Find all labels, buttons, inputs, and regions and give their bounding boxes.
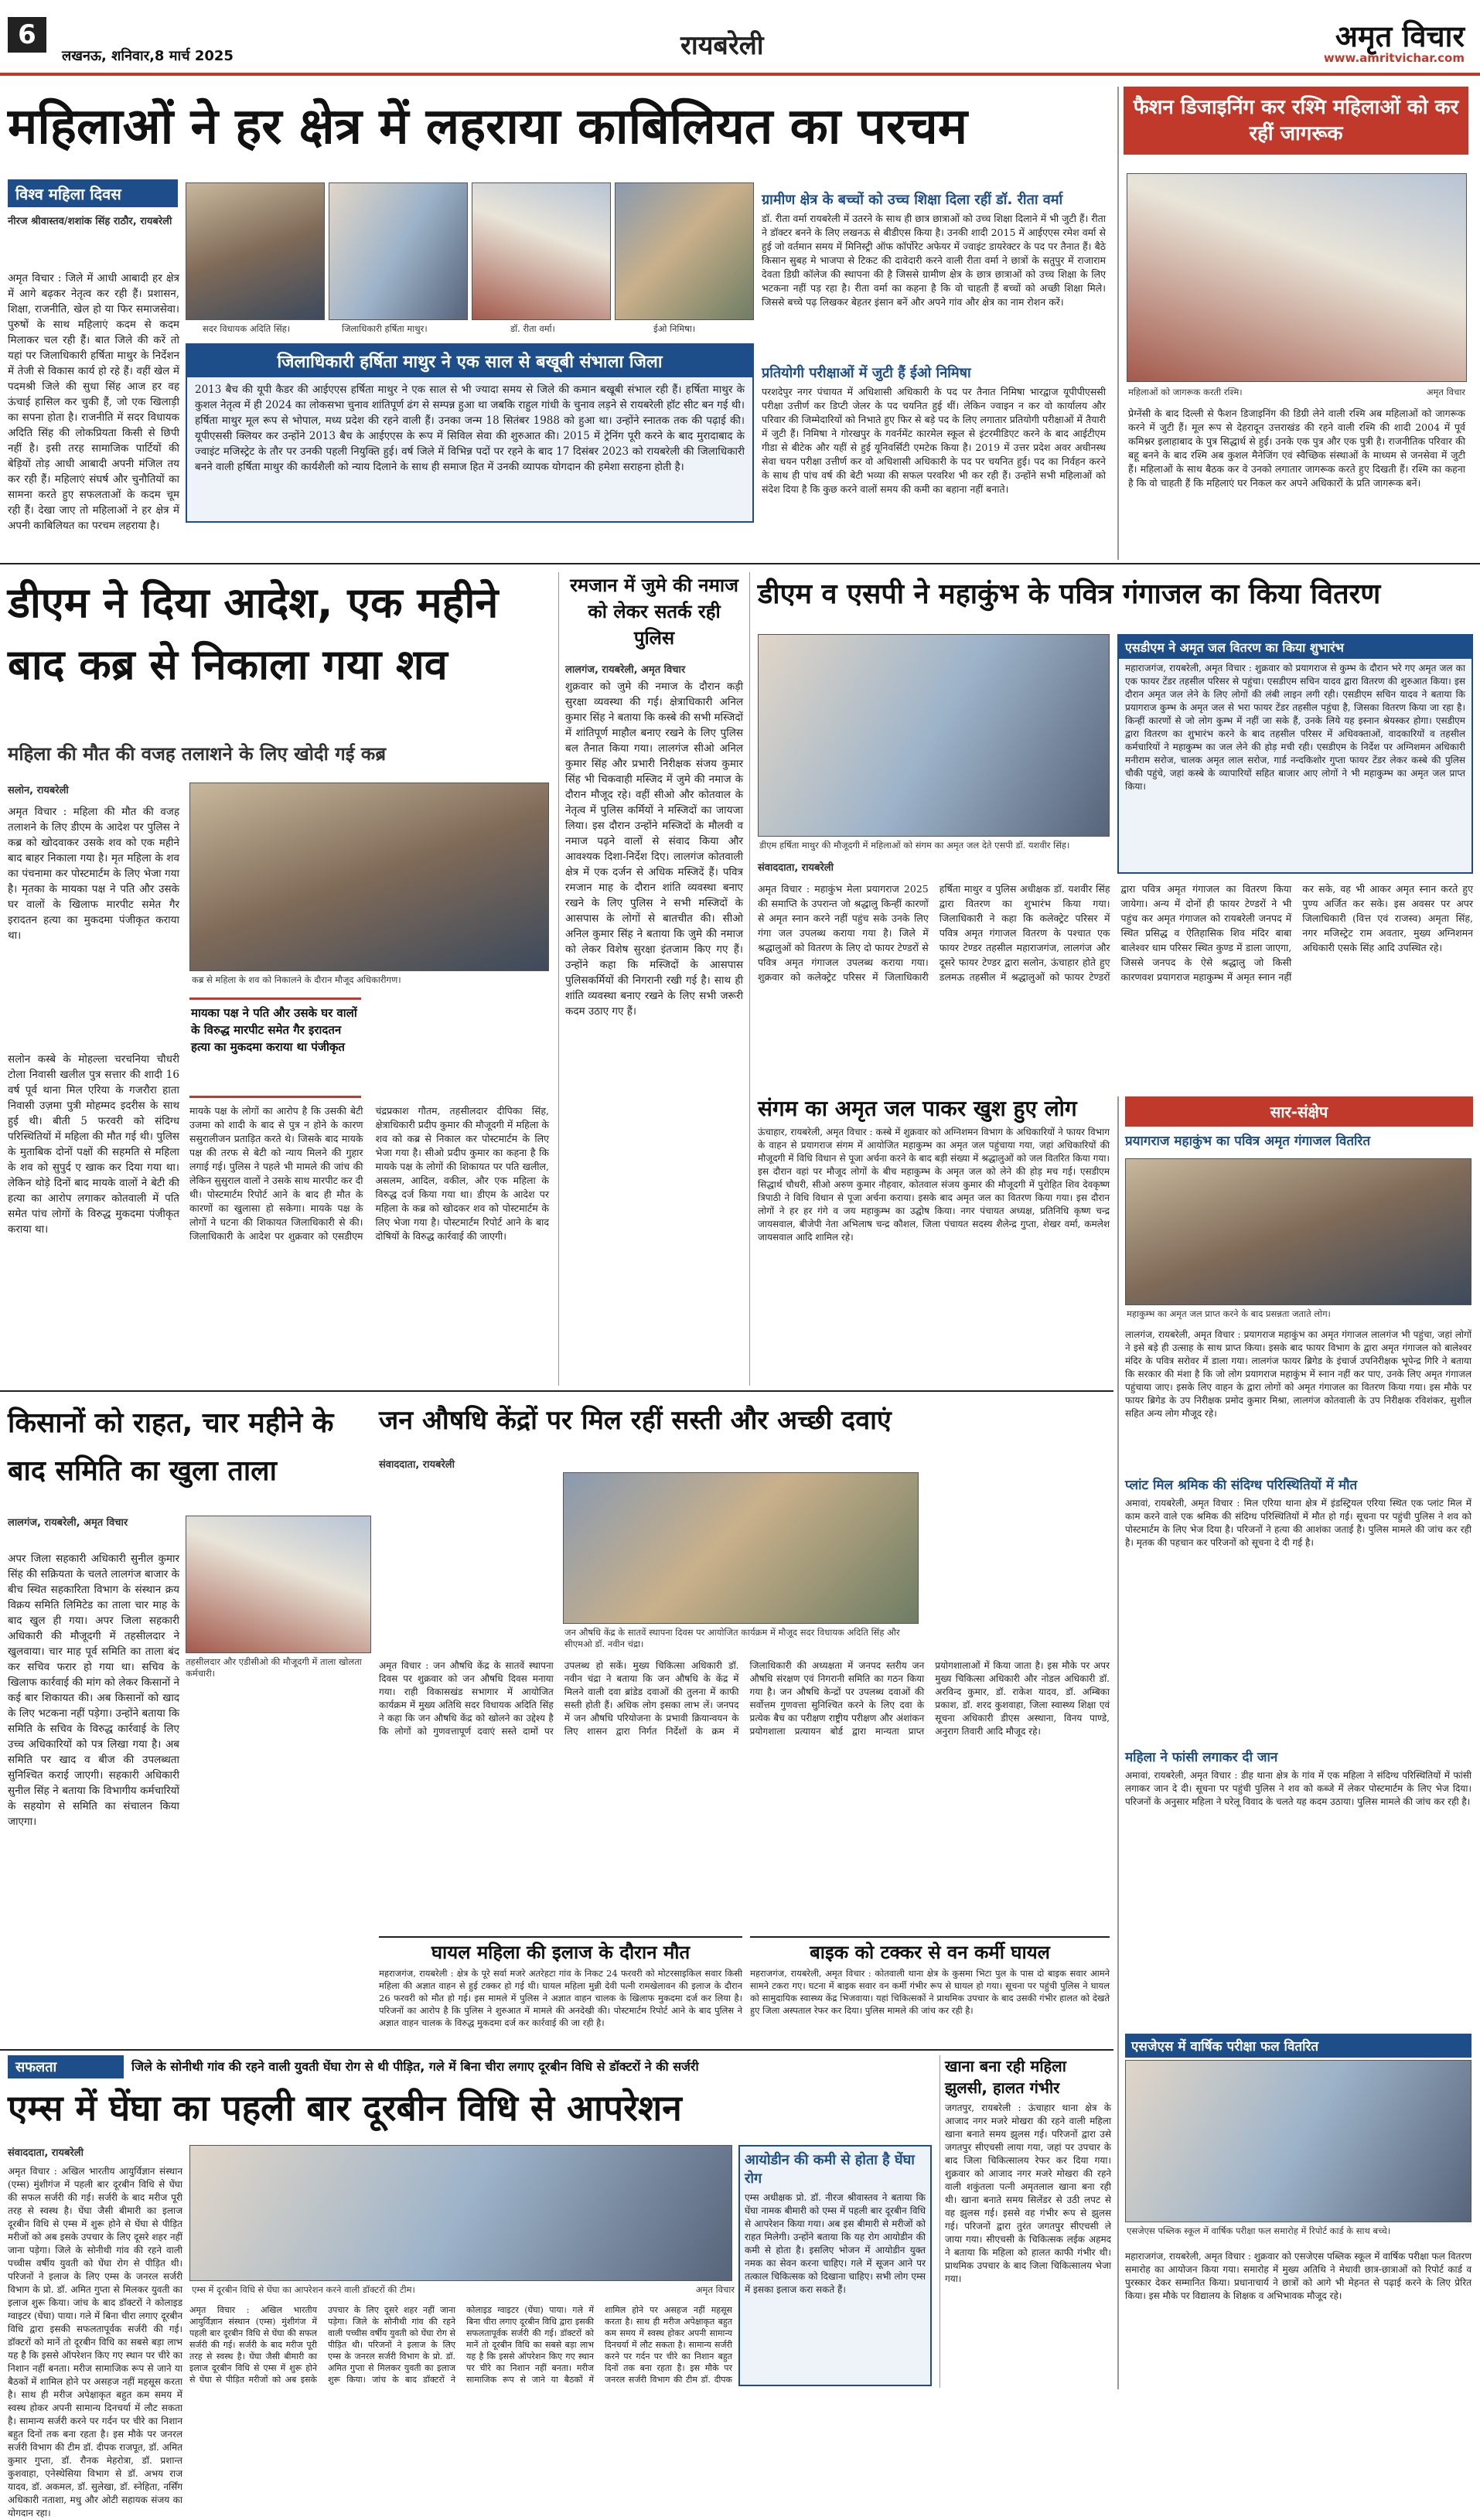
- divider-1: [0, 563, 1480, 564]
- women-headline: महिलाओं ने हर क्षेत्र में लहराया काबिलियत का परचम: [8, 98, 968, 155]
- grave-text-1: अमृत विचार : महिला की मौत की वजह तलाशने के लिए डीएम के आदेश पर पुलिस ने कब्र को खोदवाकर उसके शव को एक महीने बाद बाहर निकाला गया है। मृत महिला के शव का पंचनामा कर पोस्टमार्टम के लिए भेजा गया है। मृतका के मायका पक्ष ने पति और उसके घर वालों के खिलाफ मारपीट समेत गैर इरादतन हत्या का मुकदमा पंजीकृत कराया था।: [8, 806, 179, 942]
- farmers-byline: लालगंज, रायबरेली, अमृत विचार: [8, 1517, 128, 1529]
- aiims-photo-caption: एम्स में दूरबीन विधि से घेंघा का आपरेशन करने वाली डॉक्टरों की टीम।: [192, 2284, 415, 2295]
- aiims-byline: संवाददाता, रायबरेली: [8, 2147, 84, 2159]
- caption-reeta: डॉ. रीता वर्मा।: [510, 323, 555, 334]
- gangajal-headline: डीएम व एसपी ने महाकुंभ के पवित्र गंगाजल का किया वितरण: [758, 578, 1381, 610]
- farmers-text: अपर जिला सहकारी अधिकारी सुनील कुमार सिंह की सक्रियता के चलते लालगंज बाजार के बीच स्थित सहकारिता विभाग के संस्थान क्रय विक्रय समिति लिमिटेड का ताला चार माह के बाद खुल ही गया। अपर जिला सहकारी अधिकारी की मौजूदगी में तहसीलदार ने खुलवाया। चार माह पूर्व समिति का ताला बंद कर सचिव फरार हो गया था। सचिव के खिलाफ कार्रवाई की मांग को लेकर किसानों ने कई बार शिकायत की। अब किसानों को खाद के लिए भटकना नहीं पड़ेगा। उन्होंने बताया कि समिति के सचिव के विरुद्ध कार्रवाई के लिए उच्च अधिकारियों को पत्र लिखा गया है। अब समिति पर खाद व बीज की उपलब्धता सुनिश्चित कराई जाएगी। सहकारी अधिकारी सुनील सिंह ने बताया कि विभागीय कर्मचारियों के सहयोग से समिति का संचालन किया जाएगा।: [8, 1553, 179, 1828]
- burned-woman-text: जगतपुर, रायबरेली : ऊंचाहार थाना क्षेत्र के आजाद नगर मजरे मोखरा की रहने वाली महिला खाना बनाते समय झुलस गई। परिजनों द्वारा उसे जगतपुर सीएचसी लाया गया, जहां पर उपचार के बाद जिला चिकित्सालय रेफर कर दिया गया। शुक्रवार को आजाद नगर मजरे मोखरा की रहने वाली शकुंतला पत्नी अमृतलाल खाना बना रही थी। खाना बनाते समय सिलेंडर से उठी लपट से वह झुलस गई। इससे वह गंभीर रूप से झुलस गई। परिजनों द्वारा तुरंत जगतपुर सीएचसी ले जाया गया। सीएचसी के चिकित्सक लईक अहमद ने बताया कि महिला को हालत काफी गंभीर थी। प्राथमिक उपचार के बाद जिला चिकित्सालय भेजा गया।: [945, 2102, 1111, 2284]
- item1-caption: महाकुम्भ का अमृत जल प्राप्त करने के बाद प्रसन्नता जताते लोग।: [1127, 1308, 1331, 1319]
- iodine-text: एम्स अधीक्षक प्रो. डॉ. नीरज श्रीवास्तव ने बताया कि घेंघा नामक बीमारी को एम्स में पहली बार दूरबीन विधि से आपरेशन किया गया। अब इस बीमारी से मरीजों को राहत मिलेगी। उन्होंने बताया कि यह रोग आयोडीन की कमी से होता है। इसलिए भोजन में आयोडीन युक्त नमक का सेवन करना चाहिए। गले में सूजन आने पर तत्काल चिकित्सक को दिखाना चाहिए। सभी लोग एम्स में इसका इलाज करा सकते हैं।: [745, 2192, 926, 2295]
- item3-title: महिला ने फांसी लगाकर दी जान: [1125, 1750, 1278, 1765]
- women-lead: अमृत विचार : जिले में आधी आबादी हर क्षेत्र में आगे बढ़कर नेतृत्व कर रही हैं। प्रशासन, शिक्षा, राजनीति, खेल हो या फिर समाजसेवा। पुरुषों के साथ महिलाएं कदम से कदम मिलाकर चल रही हैं। बात जिले की करें तो यहां पर जिलाधिकारी हर्षिता माथुर के निर्देशन में तेजी से विकास कार्य हो रहे हैं। वहीं खेल में पदमश्री जिले की सुधा सिंह आज हर वह ऊंचाई हासिल कर चुकी हैं, जो एक खिलाड़ी का सपना होता है। राजनीति में सदर विधायक अदिति सिंह की लोकप्रियता किसी से छिपी नहीं है। इसी तरह सामाजिक पार्टियों की बेड़ियों तोड़ आधी आबादी अपनी मंजिल तय कर रही हैं। महिलाएं संघर्ष और चुनौतियों का सामना करते हुए सफलताओं के कदम चूम रही हैं। देखा जाए तो महिलाओं ने हर क्षेत्र में अपनी काबिलियत का परचम लहराया है।: [8, 272, 179, 532]
- caption-aditi: सदर विधायक अदिति सिंह।: [203, 323, 291, 334]
- aiims-label: सफलता: [8, 2055, 124, 2078]
- bike-accident-text: महराजगंज, रायबरेली, अमृत विचार : कोतवाली थाना क्षेत्र के कुसमा भिटा पुल के पास दो बाइक सवार आमने सामने टकरा गए। घटना में बाइक सवार वन कर्मी गंभीर रूप से घायल हो गया। सूचना पर पहुंची पुलिस ने घायल को सामुदायिक स्वास्थ्य केंद्र भिजवाया। यहां चिकित्सकों ने प्राथमिक उपचार के बाद उसकी गंभीर हालत को देखते हुए जिला अस्पताल रेफर कर दिया। पुलिस मामले की जांच कर रही है।: [750, 1967, 1110, 2016]
- gangajal-byline: संवाददाता, रायबरेली: [758, 862, 834, 874]
- bike-accident-box: [750, 1936, 1110, 2043]
- portrait-nimisha: [615, 182, 754, 320]
- portrait-aditi: [186, 182, 325, 320]
- injured-woman-headline: घायल महिला की इलाज के दौरान मौत: [431, 1942, 691, 1963]
- injured-woman-box: [379, 1936, 742, 2043]
- bike-accident-headline: बाइक को टक्कर से वन कर्मी घायल: [810, 1942, 1050, 1963]
- women-byline: नीरज श्रीवास्तव/शशांक सिंह राठौर, रायबरेली: [8, 216, 172, 227]
- dm-box: [186, 343, 754, 523]
- ramzan-headline: रमजान में जुमे की नमाज को लेकर सतर्क रही पुलिस: [570, 575, 738, 649]
- item4-title: एसजेएस में वार्षिक परीक्षा फल वितरित: [1125, 2034, 1471, 2058]
- iodine-box: [738, 2145, 932, 2386]
- ramzan-text: शुक्रवार को जुमे की नमाज के दौरान कड़ी सुरक्षा व्यवस्था की गई। क्षेत्राधिकारी अनिल कुमार सिंह ने बताया कि कस्बे की सभी मस्जिदों में शांतिपूर्ण माहौल बनाए रखने के लिए पुलिस बल तैनात किया गया। लालगंज सीओ अनिल कुमार सिंह और प्रभारी निरीक्षक संजय कुमार सिंह भी चिकवाही मस्जिद में जुमे की नमाज के दौरान मौजूद रहे। वहीं सीओ और कोतवाल के नेतृत्व में पुलिस कर्मियों ने मस्जिदों का जायजा लिया। इस दौरान उन्होंने मस्जिदों के मौलवी व नमाज पढ़ने वालों से संवाद किया और आवश्यक दिशा-निर्देश दिए। लालगंज कोतवाली क्षेत्र में एक दर्जन से अधिक मस्जिदें हैं। पवित्र रमजान माह के दौरान शांति व्यवस्था बनाए रखने के लिए पुलिस ने सभी मस्जिदों के आसपास के लोगों से बातचीत की। सीओ अनिल कुमार सिंह ने बताया कि जुमे की नमाज को लेकर विशेष सुरक्षा इंतजाम किए गए हैं। उन्होंने कहा कि मस्जिदों के आसपास पुलिसकर्मियों की निगरानी रखी गई है। साथ ही शांति व्यवस्था बनाए रखने के लिए सभी जरूरी कदम उठाए गए हैं।: [565, 680, 743, 1018]
- sar-sankshep-column: [1117, 1096, 1473, 2389]
- website[interactable]: www.amritvichar.com: [1323, 51, 1465, 65]
- aiims-text: अमृत विचार : अखिल भारतीय आयुर्विज्ञान संस्थान (एम्स) मुंशीगंज में पहली बार दूरबीन विधि से घेंघा की सफल सर्जरी की गई। सर्जरी के बाद मरीज पूरी तरह से स्वस्थ है। घेंघा जैसी बीमारी का इलाज दूरबीन विधि से एम्स में शुरू होने से घेंघा से पीड़ित मरीजों को अब इसके उपचार के लिए दूसरे शहर नहीं जाना पड़ेगा। जिले के सोनीथी गांव की रहने वाली पच्चीस वर्षीय युवती को घेंघा रोग से पीड़ित थी। परिजनों ने इलाज के लिए एम्स के जनरल सर्जरी विभाग के प्रो. डॉ. अमित गुप्ता से मिलकर युवती का इलाज शुरू किया। जांच के बाद डॉक्टरों ने कोलाइड ग्वाइटर (घेंघा) पाया। गले में बिना चीरा लगाए दूरबीन विधि द्वारा इसकी सफलतापूर्वक सर्जरी की गई। डॉक्टरों को मानें तो दूरबीन विधि का सबसे बड़ा लाभ यह है कि इससे ऑपरेशन किए गए स्थान पर चीरे का निशान नहीं बनता। मरीज सामाजिक रूप से जाने या बैठकों में शामिल होने पर असहज नहीं महसूस करता है। साथ ही मरीज अपेक्षाकृत बहुत कम समय में स्वस्थ होकर अपनी सामान्य दिनचर्या में लौट सकता है। सामान्य सर्जरी करने पर गर्दन पर चीरे का निशान बहुत दिनों तक बना रहता है। इस मौके पर जनरल सर्जरी विभाग की टीम डॉ. दीपक राजपूत, डॉ. अमित कुमार गुप्ता, डॉ. रौनक मेहरोत्रा, डॉ. प्रशान्त कुशवाहा, एनेस्थेसिया विभाग से डॉ. अभय राज यादव, डॉ. अकमल, डॉ. सुलेखा, डॉ. स्नेहिता, नर्सिंग अधिकारी नताशा, मधु और ओटी सहायक संजय का योगदान रहा।: [8, 2166, 182, 2518]
- gangajal-photo-caption: डीएम हर्षिता माथुर की मौजूदगी में महिलाओं को संगम का अमृत जल देते एसपी डॉ. यशवीर सिंह।: [759, 840, 1070, 851]
- aiims-photo-credit: अमृत विचार: [695, 2284, 735, 2295]
- women-tag: विश्व महिला दिवस: [8, 179, 178, 207]
- reeta-text: डॉ. रीता वर्मा रायबरेली में उतरने के साथ ही छात्र छात्राओं को उच्च शिक्षा दिलाने में भी जुटी हैं। रीता ने डॉक्टर बनने के लिए लखनऊ से बीडीएस किया है। उनकी शादी 2015 में आईएएस रमेश वर्मा से हुई जो वर्तमान समय में मिनिस्ट्री ऑफ कॉर्पोरेट अफेयर में ज्वाइंट डायरेक्टर के पद पर तैनात हैं। बैठे किसान सुबह मे भाजपा से टिकट की दावेदारी करने वाली रीता वर्मा ने छात्रों के सतुपुर में राजाराम देवता डिग्री कॉलेज की स्थापना की है जिससे ग्रामीण क्षेत्र के छात्र छात्राओं को उच्च शिक्षा के लिए भटकना नहीं पड़ रहा है। रीता वर्मा का कहना है कि वो चाहती हैं बच्चों को अच्छी शिक्षा मिले। जिससे बच्चे पढ़ लिखकर बेहतर इंसान बनें और अपने गांव और क्षेत्र का नाम रोशन करें।: [762, 213, 1106, 308]
- jan-aushadhi-photo: [563, 1472, 919, 1624]
- page-number: 6: [8, 17, 46, 53]
- aiims-kicker: जिले के सोनीथी गांव की रहने वाली युवती घेंघा रोग से थी पीड़ित, गले में बिना चीरा लगाए दूरबीन विधि से डॉक्टरों ने की सर्जरी: [131, 2059, 699, 2074]
- grave-callout: [189, 997, 361, 1098]
- sangam-box: [758, 1096, 1110, 1367]
- item1-photo: [1125, 1158, 1471, 1305]
- grave-headline: डीएम ने दिया आदेश, एक महीने बाद कब्र से निकाला गया शव: [8, 578, 499, 689]
- aiims-photo: [189, 2145, 732, 2281]
- aiims-headline: एम्स में घेंघा का पहली बार दूरबीन विधि से आपरेशन: [8, 2087, 682, 2129]
- sdm-box: [1117, 634, 1473, 874]
- item4-text: महाराजगंज, रायबरेली, अमृत विचार : शुक्रवार को एसजेएस पब्लिक स्कूल में वार्षिक परीक्षा फल वितरण समारोह का आयोजन किया गया। समारोह में मुख्य अतिथि ने मेधावी छात्र-छात्राओं को रिपोर्ट कार्ड व पुरस्कार देकर सम्मानित किया। प्रधानाचार्य ने छात्रों को आगे भी मेहनत से पढ़ाई करने के लिए प्रेरित किया। इस मौके पर विद्यालय के शिक्षक व अभिभावक मौजूद रहे।: [1125, 2251, 1471, 2301]
- grave-byline: सलोन, रायबरेली: [8, 785, 69, 796]
- injured-woman-text: महराजगंज, रायबरेली : क्षेत्र के पूरे सर्वा मजरे अतरेहटा गांव के निकट 24 फरवरी को मोटरसाइकिल सवार किसी महिला की अज्ञात वाहन से हुई टक्कर हो गई थी। घायल महिला मुन्नी देवी पत्नी रामखेलावन की इलाज के दौरान 26 फरवरी को मौत हो गई। इस मामले में पुलिस ने अज्ञात वाहन चालक के खिलाफ मुकदमा दर्ज कर लिया है। परिजनों का आरोप है कि पुलिस ने शुरुआत में मामले की अनदेखी की। पोस्टमार्टम रिपोर्ट आने के बाद पुलिस ने अज्ञात वाहन चालक के विरुद्ध मुकदमा दर्ज कर कार्रवाई की जा रही है।: [379, 1967, 742, 2028]
- item1-title: प्रयागराज महाकुंभ का पवित्र अमृत गंगाजल वितरित: [1125, 1134, 1371, 1149]
- item2-title: प्लांट मिल श्रमिक की संदिग्ध परिस्थितियों में मौत: [1125, 1478, 1358, 1493]
- nimisha-title: प्रतियोगी परीक्षाओं में जुटी हैं ईओ निमिषा: [762, 365, 971, 381]
- dm-box-title: जिलाधिकारी हर्षिता माथुर ने एक साल से बखूबी संभाला जिला: [187, 345, 752, 377]
- farmers-headline: किसानों को राहत, चार महीने के बाद समिति का खुला ताला: [8, 1407, 334, 1487]
- fashion-text: प्रेग्नेंसी के बाद दिल्ली से फैशन डिजाइनिंग की डिग्री लेने वाली रश्मि अब महिलाओं को जागरूक करने में जुटी हैं। मूल रूप से देहरादून उत्तराखंड की रहने वाली रश्मि की शादी 2004 में पूर्व कमिश्नर इलाहाबाद के पुत्र सिद्धार्थ से हुई। उनके एक पुत्र और एक पुत्री है। राजनीतिक परिवार की बहू बनने के बाद रश्मि अब कुशल मैनेजिंग एवं स्वैच्छिक संस्थाओं के माध्यम से जनसेवा में जुटी हैं। महिलाओं के साथ बैठक कर वे उनको लगातार जागरूक करते हुए दिखती हैं। रश्मि का कहना है कि वो चाहती हैं कि महिलाएं घर निकल कर अपने अधिकारों के प्रति जागरूक बनें।: [1128, 407, 1465, 489]
- farmers-photo: [186, 1516, 371, 1653]
- jan-aushadhi-photo-caption: जन औषधि केंद्र के सातवें स्थापना दिवस पर आयोजित कार्यक्रम में मौजूद सदर विधायक अदिति सिंह और सीएमओ डॉ. नवीन चंद्रा।: [564, 1627, 900, 1649]
- grave-text-2: सलोन कस्बे के मोहल्ला चरचनिया चौधरी टोला निवासी खलील पुत्र सत्तार की शादी 16 वर्ष पूर्व थाना मिल एरिया के गजरौरा हाता निवासी उज़मा पुत्री मोहम्मद इदरीस के साथ हुई थी। बीती 5 फरवरी को संदिग्ध परिस्थितियों में महिला की मौत गई थी। पुलिस के मुताबिक दोनों पक्षों की सहमति से महिला के शव को सुपुर्द ए खाक कर दिया गया था। लेकिन थोड़े दिनों बाद मायके वालों ने बेटी की हत्या का आरोप लगाकर कोतवाली में पति समेत पांच लोगों के विरुद्ध मुकदमा पंजीकृत कराया था।: [8, 1053, 179, 1236]
- portrait-harshita: [329, 182, 468, 320]
- sangam-title: संगम का अमृत जल पाकर खुश हुए लोग: [758, 1096, 1077, 1121]
- grave-text-3: मायके पक्ष के लोगों का आरोप है कि उसकी बेटी उजमा को शादी के बाद से पुत्र न होने के कारण ससुरालीजन प्रताड़ित करते थे। जिसके बाद मायके पक्ष की तरफ से बेटी को न्याय मिलने की गुहार लगाई गई। पुलिस ने पहले भी मामले की जांच की लेकिन सुसुराल वालों ने उसके साथ मारपीट कर दी थी। पोस्टमार्टम रिपोर्ट आने के बाद ही मौत के कारणों का खुलासा हो सकेगा। मायके पक्ष के लोगों ने घटना की शिकायत जिलाधिकारी से की। जिलाधिकारी के आदेश पर शुक्रवार को एसडीएम चंद्रप्रकाश गौतम, तहसीलदार दीपिका सिंह, क्षेत्राधिकारी प्रदीप कुमार की मौजूदगी में महिला के शव को कब्र से निकाल कर पोस्टमार्टम के लिए भेजा गया है। सीओ प्रदीप कुमार का कहना है कि मायके पक्ष के लोगों की शिकायत पर पति खलील, असलम, आदिल, वकील, और एक महिला के विरुद्ध दर्ज किया गया था। डीएम के आदेश पर महिला के कब्र को खोदकर शव को पोस्टमार्टम के लिए भेजा गया है। पोस्टमार्टम रिपोर्ट आने के बाद दोषियों के विरुद्ध कार्रवाई की जाएगी।: [189, 1105, 549, 1242]
- masthead: [0, 0, 1480, 71]
- item2-text: अमावां, रायबरेली, अमृत विचार : मिल एरिया थाना क्षेत्र में इंडस्ट्रियल एरिया स्थित एक प्लांट मिल में काम करने वाले एक श्रमिक की संदिग्ध परिस्थितियों में मौत हो गई। सूचना पर पहुंची पुलिस ने शव को पोस्टमार्टम के लिए भेज दिया है। परिजनों ने हत्या की आशंका जताई है। पुलिस मामले की जांच कर रही है। मृतक की पहचान कर परिजनों को सूचना दे दी गई है।: [1125, 1498, 1471, 1548]
- caption-nimisha: ईओ निमिषा।: [653, 323, 696, 334]
- jan-aushadhi-text: अमृत विचार : जन औषधि केंद्र के सातवें स्थापना दिवस पर शुक्रवार को जन औषधि दिवस मनाया गया। राही विकासखंड सभागार में आयोजित कार्यक्रम में मुख्य अतिथि सदर विधायक अदिति सिंह ने कहा कि जन औषधि केंद्र को खोलने का उद्देश्य है कि लोगों को गुणवत्तापूर्ण दवाएं सस्ते दामों पर उपलब्ध हो सकें। मुख्य चिकित्सा अधिकारी डॉ. नवीन चंद्रा ने बताया कि जन औषधि के केंद्र में मिलने वाली दवा ब्रांडेड दवाओं की तुलना में काफी सस्ती होती हैं। अधिक लोग इसका लाभ लें। जनपद में जन औषधि परियोजना के प्रभावी क्रियान्वयन के लिए शासन द्वारा निर्गत निर्देशों के क्रम में जिलाधिकारी की अध्यक्षता में जनपद स्तरीय जन औषधि संरक्षण एवं निगरानी समिति का गठन किया गया है। जन औषधि केन्द्रों पर उपलब्ध दवाओं की सर्वोत्तम गुणवत्ता सुनिश्चित करने के लिए दवा के प्रत्येक बैच का परीक्षण राष्ट्रीय परीक्षण और अंशांकन प्रयोगशाला प्रत्यायन बोर्ड द्वारा मान्यता प्राप्त प्रयोगशालाओं में किया जाता है। इस मौके पर अपर मुख्य चिकित्सा अधिकारी और नोडल अधिकारी डॉ. अरविन्द कुमार, डॉ. राकेश यादव, डॉ. अम्बिका प्रकाश, डॉ. शरद कुशवाहा, जिला स्वास्थ्य शिक्षा एवं सूचना अधिकारी डीएस अस्थाना, विनय पाण्डे, अनुराग तिवारी आदि मौजूद रहे।: [379, 1660, 1110, 1737]
- burned-woman-box: [939, 2055, 1111, 2388]
- nimisha-box: [762, 363, 1106, 541]
- fashion-photo: [1127, 173, 1467, 382]
- ramzan-byline: लालगंज, रायबरेली, अमृत विचार: [565, 664, 686, 676]
- gangajal-text: अमृत विचार : महाकुंभ मेला प्रयागराज 2025 की समाप्ति के उपरान्त जो श्रद्धालु किन्हीं कारणों से अमृत स्नान करने नहीं पहुंच सके उनके लिए गंगा जल उपलब्ध कराया गया है। जिले में श्रद्धालुओं को वितरण के लिए दो फायर टेण्डरों से पवित्र अमृत गंगाजल उपलब्ध कराया गया। शुक्रवार को कलेक्ट्रेट परिसर में जिलाधिकारी हर्षिता माथुर व पुलिस अधीक्षक डॉ. यशवीर सिंह द्वारा वितरण का शुभारंभ किया गया। जिलाधिकारी ने कहा कि कलेक्ट्रेट परिसर में पवित्र अमृत गंगाजल वितरण के पश्चात एक फायर टेण्डर तहसील महाराजगंज, लालगंज और दूसरे फायर टेण्डर द्वारा सलोन, ऊंचाहार होते हुए डलमऊ तहसील में श्रद्धालुओं को फायर टेण्डरों द्वारा पवित्र अमृत गंगाजल का वितरण किया जायेगा। अन्य में दोनों ही फायर टेण्डरों ने भी पहुंच कर अमृत गंगाजल को रायबरेली जनपद में स्थित प्रसिद्ध व ऐतिहासिक शिव मंदिर बाबा बालेश्वर धाम परिसर स्थित कुण्ड में डाला जाएगा, जिससे जनपद के ऐसे श्रद्धालु जो किसी कारणवश प्रयागराज महाकुम्भ में अमृत स्नान नहीं कर सके, वह भी आकर अमृत स्नान करते हुए पुण्य अर्जित कर सके। इस अवसर पर अपर जिलाधिकारी (वित्त एवं राजस्व) अमृता सिंह, नगर मजिस्ट्रेट राम अवतार, मुख्य अग्निशमन अधिकारी एसके सिंह आदि उपस्थित रहे।: [758, 883, 1473, 983]
- portrait-reeta: [472, 182, 611, 320]
- iodine-title: आयोडीन की कमी से होता है घेंघा रोग: [745, 2152, 915, 2187]
- divider-2: [0, 1390, 1113, 1392]
- fashion-photo-caption: महिलाओं को जागरूक करती रश्मि।: [1128, 387, 1243, 397]
- aiims-text-cont: अमृत विचार : अखिल भारतीय आयुर्विज्ञान संस्थान (एम्स) मुंशीगंज में पहली बार दूरबीन विधि से घेंघा की सफल सर्जरी की गई। सर्जरी के बाद मरीज पूरी तरह से स्वस्थ है। घेंघा जैसी बीमारी का इलाज दूरबीन विधि से एम्स में शुरू होने से घेंघा से पीड़ित मरीजों को अब इसके उपचार के लिए दूसरे शहर नहीं जाना पड़ेगा। जिले के सोनीथी गांव की रहने वाली पच्चीस वर्षीय युवती को घेंघा रोग से पीड़ित थी। परिजनों ने इलाज के लिए एम्स के जनरल सर्जरी विभाग के प्रो. डॉ. अमित गुप्ता से मिलकर युवती का इलाज शुरू किया। जांच के बाद डॉक्टरों ने कोलाइड ग्वाइटर (घेंघा) पाया। गले में बिना चीरा लगाए दूरबीन विधि द्वारा इसकी सफलतापूर्वक सर्जरी की गई। डॉक्टरों को मानें तो दूरबीन विधि का सबसे बड़ा लाभ यह है कि इससे ऑपरेशन किए गए स्थान पर चीरे का निशान नहीं बनता। मरीज सामाजिक रूप से जाने या बैठकों में शामिल होने पर असहज नहीं महसूस करता है। साथ ही मरीज अपेक्षाकृत बहुत कम समय में स्वस्थ होकर अपनी सामान्य दिनचर्या में लौट सकता है। सामान्य सर्जरी करने पर गर्दन पर चीरे का निशान बहुत दिनों तक बना रहता है। इस मौके पर जनरल सर्जरी विभाग की टीम डॉ. दीपक: [189, 2305, 732, 2385]
- item1-text: लालगंज, रायबरेली, अमृत विचार : प्रयागराज महाकुंभ का अमृत गंगाजल लालगंज भी पहुंचा, जहां लोगों ने इसे बड़े ही उत्साह के साथ प्राप्त किया। इसके बाद फायर विभाग के द्वारा अमृत गंगाजल को बालेश्वर मंदिर के पवित्र सरोवर में डाला गया। लालगंज फायर ब्रिगेड के इंचार्ज उपनिरीक्षक भूपेन्द्र गिरि ने बताया कि सरकार की मंशा है कि जो लोग प्रयागराज महाकुंभ में स्नान नहीं कर पाए, उनके लिए अमृत गंगाजल पहुंचाया जाए। इसके लिए वाहन के द्वारा लोगों को अमृत गंगाजल का वितरण किया गया। इस मौके पर फायर ब्रिगेड के उप निरीक्षक प्रमोद कुमार मिश्रा, लालगंज कोतवाली के उप निरीक्षक रविशंकर, सुशील सहित अन्य लोग मौजूद रहे।: [1125, 1329, 1471, 1419]
- reeta-title: ग्रामीण क्षेत्र के बच्चों को उच्च शिक्षा दिला रहीं डॉ. रीता वर्मा: [762, 192, 1063, 208]
- item4-photo: [1125, 2060, 1471, 2222]
- sdm-box-title: एसडीएम ने अमृत जल वितरण का किया शुभारंभ: [1119, 636, 1471, 659]
- dm-box-text: 2013 बैच की यूपी कैडर की आईएएस हर्षिता माथुर ने एक साल से भी ज्यादा समय से जिले की कमान बखूबी संभाल रही हैं। हर्षिता माथुर के कुशल नेतृत्व में ही 2024 का लोकसभा चुनाव शांतिपूर्ण ढंग से सम्पन्न हुआ था जबकि राहुल गांधी के चुनाव लड़ने से रायबरेली हॉट सीट बन गई थी। हर्षिता माथुर मूल रूप से भोपाल, मध्य प्रदेश की रहने वाली हैं। उनका जन्म 18 सितंबर 1988 को हुआ था। उन्होंने स्नातक तक की पढ़ाई की। यूपीएससी क्लियर कर उन्होंने 2013 बैच के आईएएस के रूप में सिविल सेवा की शुरुआत की। 2015 में ट्रेनिंग पूरी करने के बाद मुरादाबाद के ज्वाइंट मजिस्ट्रेट के तौर पर उनकी पहली नियुक्ति हुई। वर्ष जिले में विभिन्न पदों पर रहने के बाद 17 दिसंबर 2023 को रायबरेली की जिलाधिकारी बनने वाली हर्षिता माथुर की कार्यशैली को न्याय दिलाने के साथ ही समाज हित में उनकी व्यापक योगदान की हमेशा सराहना होती है।: [195, 384, 745, 473]
- dateline: लखनऊ, शनिवार,8 मार्च 2025: [62, 48, 234, 64]
- farmers-photo-caption: तहसीलदार और एडीसीओ की मौजूदगी में ताला खोलता कर्मचारी।: [186, 1656, 362, 1679]
- item4-caption: एसजेएस पब्लिक स्कूल में वार्षिक परीक्षा फल समारोह में रिपोर्ट कार्ड के साथ बच्चे।: [1127, 2225, 1391, 2236]
- nimisha-text: परशदेपुर नगर पंचायत में अधिशासी अधिकारी के पद पर तैनात निमिषा भारद्वाज यूपीपीएससी परीक्षा उत्तीर्ण कर डिप्टी जेलर के पद चयनित हुई थीं। लेकिन ज्वाइन न कर वो कार्यालय और परिवार की जिम्मेदारियों को निभाते हुए फिर से बड़े पद के लिए लगातार प्रतियोगी परीक्षाओं में तैयारी में जुटी हैं। निमिषा ने गोरखपुर के गवर्नमेंट कारमेल स्कूल से इंटरमीडिएट करने के बाद आईटीएम गीडा से बीटेक और यहीं से हुई यूनिवर्सिटी एमटेक किया है। 2019 में उत्तर प्रदेश अवर अधीनस्थ सेवा चयन परीक्षा उत्तीर्ण कर वो अधिशासी अधिकारी के पद पर चयनित हुई। पद का निर्वहन करने के साथ ही पांच वर्ष की बेटी भव्या की सफल परवरिश भी कर रही हैं। उन्होंने सभी महिलाओं को संदेश दिया है कि कुछ करने वालों समय की कमी का बहाना नहीं बनाते।: [762, 386, 1106, 495]
- grave-photo: [189, 783, 549, 971]
- fashion-photo-credit: अमृत विचार: [1426, 387, 1465, 397]
- header-rule: [0, 73, 1480, 76]
- grave-photo-caption: कब्र से महिला के शव को निकालने के दौरान मौजूद अधिकारीगण।: [192, 974, 401, 985]
- grave-callout-text: मायका पक्ष ने पति और उसके घर वालों के विरुद्ध मारपीट समेत गैर इरादतन हत्या का मुकदमा कराया था पंजीकृत: [191, 1006, 357, 1054]
- sdm-box-text: महाराजगंज, रायबरेली, अमृत विचार : शुक्रवार को प्रयागराज से कुम्भ के दौरान भरे गए अमृत जल का एक फायर टेंडर तहसील परिसर से पहुंचा। एसडीएम सचिन यादव द्वारा वितरण की शुरुआत किया। इस दौरान अमृत जल लेने के लिए लोगों की लंबी लाइन लगी रही। एसडीएम सचिन यादव ने बताया कि प्रयागराज कुम्भ के अमृत जल से भरा फायर टेंडर तहसील पहुंचा है, जिसका वितरण किया जा रहा है। किन्हीं कारणों से जो लोग कुम्भ में नहीं जा सके हैं, उनके लिये यह इस्नान श्रेयस्कर होगा। एसडीएम द्वारा वितरण का शुभारंभ करने के बाद तहसील परिसर में अधिवक्ताओं, वादकारियों व तहसील कर्मचारियों ने महाकुम्भ का जल लेने की होड़ मची रही। एसडीएम के निर्देश पर अग्निशमन अधिकारी मनीराम सरोज, चालक अमृत लाल सरोज, गार्ड नन्दकिशोर गुप्ता फायर टेंडर लेकर कस्बे की पुलिस चौकी पहुंचे, जहां कस्बे के व्यापारियों सहित बाजार आए लोगों ने भी महाकुम्भ का अमृत जल प्राप्त किया।: [1125, 663, 1465, 792]
- sangam-text: ऊंचाहार, रायबरेली, अमृत विचार : कस्बे में शुक्रवार को अग्निशमन विभाग के अधिकारियों ने फायर विभाग के वाहन से प्रयागराज संगम में आयोजित महाकुम्भ का अमृत जल पहुंचाया गया, जहां अधिकारियों की मौजूदगी में विधि विधान से पूजा अर्चना करने के बाद बड़ी संख्या में श्रद्धालुओं को जल वितरित किया गया। इस दौरान वहां पर मौजूद लोगों के बीच महाकुम्भ के अमृत जल को लेने की होड़ मच गई। एसडीएम सिद्धार्थ चौधरी, सीओ अरुण कुमार नौहवार, कोतवाल संजय कुमार की मौजूदगी में पुरोहित शिव देवकृष्ण त्रिपाठी ने विधि विधान से पूजा अर्चना कराया। इसके बाद अमृत जल का वितरण किया गया। इस दौरान लोगों ने हर हर गंगे व जय महाकुम्भ का उद्घोष किया। नगर पंचायत अध्यक्ष, प्रतिनिधि कृष्ण चन्द्र जायसवाल, बीजेपी नेता अभिलाष चन्द्र कौशल, जिला पंचायत सदस्य शैलेन्द्र गुप्ता, शेखर वर्मा, कमलेश जायसवाल आदि शामिल रहे।: [758, 1127, 1110, 1243]
- gangajal-photo: [758, 634, 1110, 837]
- jan-aushadhi-headline: जन औषधि केंद्रों पर मिल रहीं सस्ती और अच्छी दवाएं: [379, 1405, 892, 1436]
- fashion-headline: फैशन डिजाइनिंग कर रश्मि महिलाओं को कर रहीं जागरूक: [1124, 87, 1468, 155]
- sar-sankshep-label: सार-संक्षेप: [1125, 1096, 1473, 1127]
- reeta-box: [762, 190, 1106, 360]
- item3-text: अमावां, रायबरेली, अमृत विचार : डीह थाना क्षेत्र के गांव में एक महिला ने संदिग्ध परिस्थितियों में फांसी लगाकर जान दे दी। सूचना पर पहुंची पुलिस ने शव को कब्जे में लेकर पोस्टमार्टम के लिए भेज दिया। परिजनों के अनुसार महिला ने घरेलू विवाद के चलते यह कदम उठाया। पुलिस मामले की जांच कर रही है।: [1125, 1770, 1471, 1807]
- burned-woman-headline: खाना बना रही महिला झुलसी, हालत गंभीर: [945, 2057, 1066, 2097]
- grave-subhead: महिला की मौत की वजह तलाशने के लिए खोदी गई कब्र: [8, 743, 387, 765]
- caption-harshita: जिलाधिकारी हर्षिता माथुर।: [342, 323, 428, 334]
- divider-3: [0, 2049, 1113, 2051]
- ramzan-panel: [558, 572, 750, 1386]
- brand-logo: अमृत विचार: [1335, 19, 1465, 53]
- section-name: रायबरेली: [680, 30, 764, 61]
- fashion-panel: [1117, 87, 1473, 560]
- jan-aushadhi-byline: संवाददाता, रायबरेली: [379, 1459, 455, 1471]
